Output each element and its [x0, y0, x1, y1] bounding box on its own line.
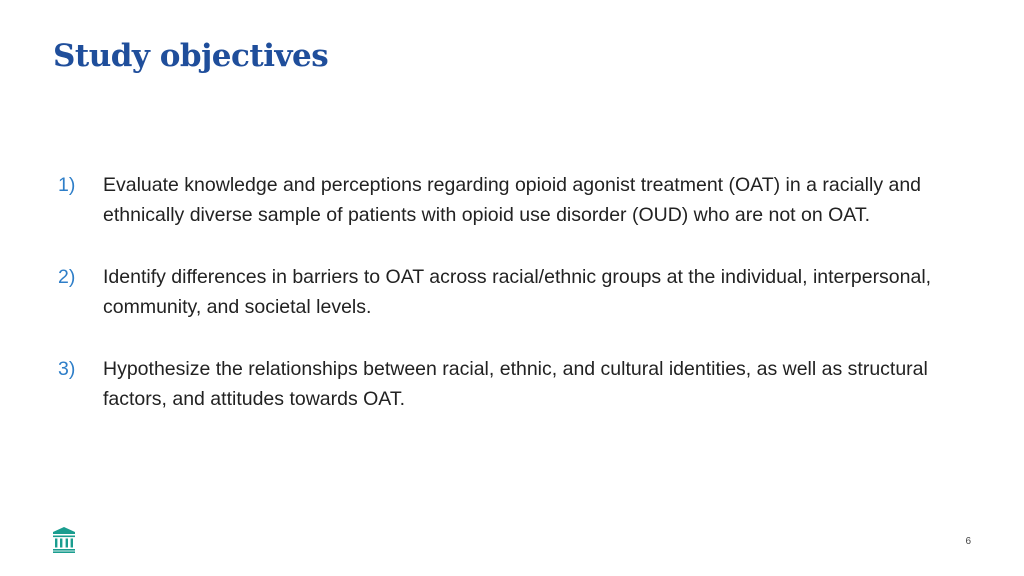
institution-building-icon	[53, 527, 75, 553]
objective-number: 2)	[58, 266, 76, 288]
objectives-list	[58, 170, 988, 414]
objective-number: 1)	[58, 174, 76, 196]
objective-number: 3)	[58, 358, 76, 380]
objective-text: Evaluate knowledge and perceptions regarding opioid agonist treatment (OAT) in a racially and ethnically diverse sample of patients with opioid use disorder (OUD) who are not on OAT.	[103, 174, 922, 226]
objective-item	[58, 354, 988, 414]
objective-item	[58, 262, 988, 322]
slide-title: Study objectives	[53, 38, 329, 74]
page-number: 6	[965, 536, 971, 547]
objective-text: Identify differences in barriers to OAT across racial/ethnic groups at the individual, interpersonal, community, and societal levels.	[103, 266, 932, 318]
objective-item	[58, 170, 988, 230]
objective-text: Hypothesize the relationships between racial, ethnic, and cultural identities, as well as structural factors, and attitudes towards OAT.	[103, 358, 928, 410]
